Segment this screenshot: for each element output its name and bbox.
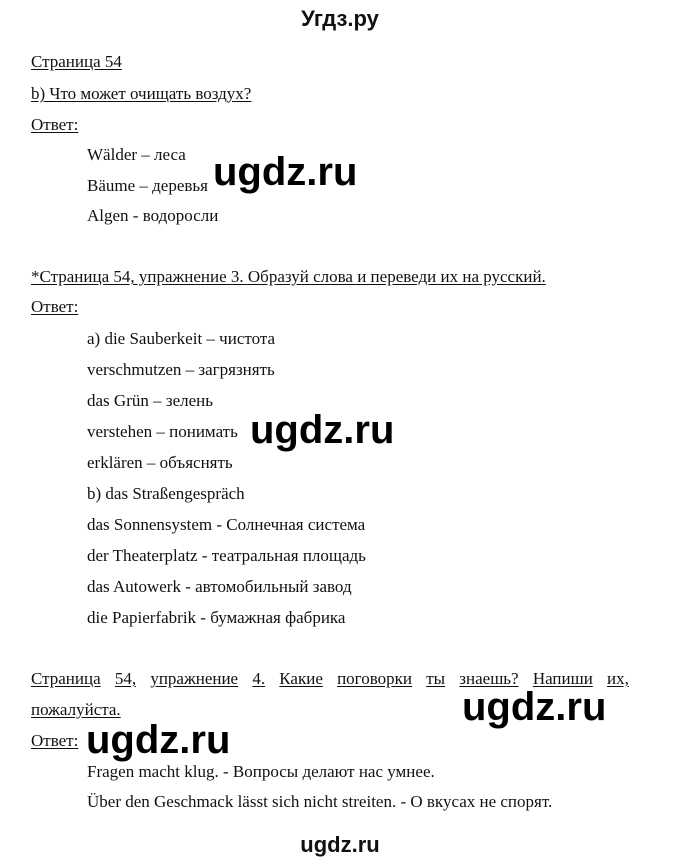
title-word: знаешь?	[459, 669, 519, 688]
answer-item: erklären – объяснять	[87, 453, 233, 472]
answer-item: Bäume – деревья	[87, 176, 208, 195]
answer-label: Ответ:	[31, 731, 79, 750]
exercise-title-continuation: пожалуйста.	[31, 700, 121, 719]
answer-item: Über den Geschmack lässt sich nicht streiten. - О вкусах не спорят.	[87, 792, 553, 811]
watermark: ugdz.ru	[462, 685, 607, 729]
title-word: 54,	[114, 669, 137, 688]
answer-item: b) das Straßengespräch	[87, 484, 245, 503]
exercise-title: *Страница 54, упражнение 3. Образуй слова и переведи их на русский.	[31, 267, 546, 286]
watermark: ugdz.ru	[86, 718, 231, 762]
answer-item: das Autowerk - автомобильный завод	[87, 577, 352, 596]
answer-label: Ответ:	[31, 297, 79, 316]
title-word: Напиши	[532, 669, 593, 688]
answer-item: das Grün – зелень	[87, 391, 213, 410]
answer-item: der Theaterplatz - театральная площадь	[87, 546, 366, 565]
watermark: ugdz.ru	[250, 408, 395, 452]
title-word: поговорки	[337, 669, 412, 688]
answer-item: verschmutzen – загрязнять	[87, 360, 275, 379]
answer-item: verstehen – понимать	[87, 422, 238, 441]
answer-item: Wälder – леса	[87, 145, 186, 164]
footer-watermark: ugdz.ru	[300, 832, 380, 857]
page-reference: Страница 54	[31, 52, 122, 71]
watermark: ugdz.ru	[213, 150, 358, 194]
answer-label: Ответ:	[31, 115, 79, 134]
site-title: Угдз.ру	[301, 6, 379, 31]
title-word: 4.	[252, 669, 266, 688]
title-word: Какие	[279, 669, 323, 688]
title-word: упражнение	[150, 669, 239, 688]
title-word: Страница	[31, 669, 101, 688]
answer-item: das Sonnensystem - Солнечная система	[87, 515, 366, 534]
title-word: их,	[607, 669, 629, 688]
answer-item: Algen - водоросли	[87, 206, 219, 225]
answer-item: Fragen macht klug. - Вопросы делают нас умнее.	[87, 762, 435, 781]
question-text: b) Что может очищать воздух?	[31, 84, 252, 103]
title-word: ты	[426, 669, 446, 688]
answer-item: die Papierfabrik - бумажная фабрика	[87, 608, 346, 627]
answer-item: a) die Sauberkeit – чистота	[87, 329, 276, 348]
